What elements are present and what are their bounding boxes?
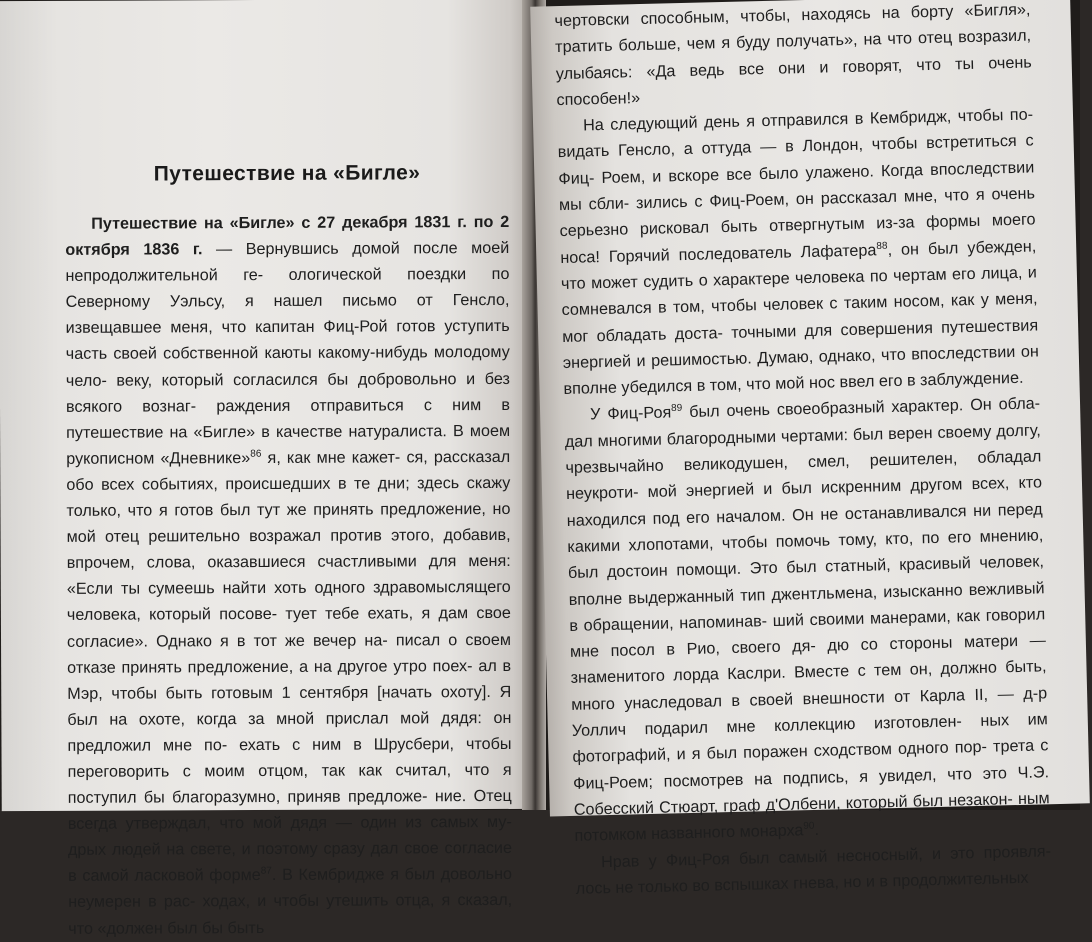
- paragraph: [564, 391, 1051, 850]
- footnote-ref: 86: [250, 448, 262, 460]
- text-line: «Да ведь все они и говорят, что ты очень способен!»: [556, 53, 1032, 109]
- text-line: Думаю, однако, что впоследствии он вполне убедился в том, что: [563, 342, 1039, 399]
- text-line: скажу только, что я готов был тут же принять предложение, но: [66, 473, 511, 520]
- text-line: писал о своем отказе принять предложение, а на другое утро поех-: [67, 630, 512, 677]
- lead-heading: Путешествие на «Бигле» с 27 декабря 1831 г. по 2 октября 1836 г.: [65, 212, 510, 259]
- text-line: Нрав у Фиц-Роя был самый несносный, и это проявля-: [600, 841, 1052, 871]
- text-line: от Карла II, — д-р Уоллич подарил мне коллекцию изготовлен-: [571, 684, 1048, 740]
- text-line: ласковой форме: [134, 866, 261, 885]
- text-line: раждения отправиться с ним в путешествие на «Бигле» в качестве: [66, 395, 511, 442]
- text-line: дрых людей на свете, и поэтому сразу дал свое согласие в самой: [67, 839, 512, 886]
- text-line: ние. Отец всегда утверждал, что мой дядя — один из самых му-: [67, 786, 512, 834]
- text-line: ологической поездки по Северному Уэльсу, я нашел письмо от: [65, 265, 510, 312]
- text-line: , он был убежден, что может судить: [560, 237, 1037, 294]
- footnote-ref: 88: [876, 240, 888, 252]
- text-line: ходах, и чтобы утешить отца, я сказал, что «должен был бы быть: [68, 891, 513, 938]
- text-line: ехать с ним в Шрусбери, чтобы переговорить с моим отцом, так: [67, 734, 512, 781]
- right-page: [530, 0, 1090, 898]
- text-line: тует тебе ехать, я дам свое согласие». Однако я в тот же вечер на-: [66, 604, 511, 651]
- paragraph: [554, 0, 1032, 113]
- text-line: зились с Фиц-Роем, он рассказал мне, что я очень серьезно: [559, 184, 1036, 241]
- text-line: мой нос ввел его в заблуждение.: [775, 368, 1024, 393]
- chapter-title: Путешествие на «Бигле»: [153, 161, 421, 186]
- text-line: больше, чем я буду получать», на что отец возразил, улыбаясь:: [555, 26, 1032, 83]
- text-line: трета с Фиц-Роем; посмотрев на подпись, я увидел, что это: [572, 736, 1049, 793]
- text-line: рисковал быть отвергнутым из-за формы моего носа! Горячий: [560, 210, 1036, 267]
- text-line: мой энергией и был искренним другом всех, кто находился под: [566, 473, 1043, 530]
- paragraph: [557, 102, 1040, 403]
- text-line: На следующий день я отправился в Кембридж, чтобы по-: [582, 105, 1034, 135]
- page-shadow: [0, 1, 62, 811]
- text-line: как считал, что я поступил бы благоразумно, приняв предложе-: [67, 760, 512, 807]
- text-line: чрезвычайно великодушен, смел, решителен, обладал неукроти-: [565, 447, 1042, 504]
- text-line: чтобы помочь тому, кто, по его мнению, был достоин помощи.: [567, 526, 1044, 583]
- text-line: его началом. Он не останавливался ни перед какими хлопотами,: [567, 499, 1043, 556]
- text-line: Это был статный, красивый человек, вполне выдержанный тип: [568, 552, 1045, 609]
- text-line: ся, рассказал обо всех событиях, происшедших в те дни; здесь: [66, 447, 511, 494]
- text-line: дю со стороны матери — знаменитого лорда Каслри. Вместе: [570, 631, 1047, 688]
- text-line: был очень своеобразный характер. Он обла-: [682, 394, 1041, 422]
- text-line: последователь Лафатера: [678, 241, 877, 264]
- text-line: дал многими благородными чертами: был верен своему долгу,: [564, 421, 1041, 451]
- text-line: ший своими манерами, как говорил мне посол в Рио, своего дя-: [569, 605, 1046, 662]
- text-line: чтобы человек с таким носом, как у меня, мог обладать доста-: [562, 289, 1038, 346]
- text-line: на охоте, когда за мной прислал мой дядя: он предложил мне по-: [67, 708, 512, 755]
- text-line: точными для совершения путешествия энергией и решимостью.: [562, 315, 1039, 372]
- text-line: натуралиста. В моем рукописном «Дневнике»: [66, 421, 511, 468]
- left-page-text: [65, 209, 512, 942]
- text-line: о характере человека по чертам его лица, и сомневался в том,: [561, 263, 1038, 320]
- footnote-ref: 87: [260, 865, 272, 877]
- text-line: чертовски способным, чтобы, находясь на борту «Бигля», тратить: [554, 0, 1031, 57]
- text-line: . В Кембридже я был довольно неумерен в рас-: [68, 865, 513, 912]
- text-line: найти хоть одного здравомыслящего человека, который посове-: [66, 578, 511, 625]
- text-line: часть своей собственной каюты какому-нибудь молодому чело-: [65, 343, 510, 390]
- text-line: с тем он, должно быть, много унаследовал в своей внешности: [571, 657, 1047, 714]
- text-line: лось не только во вспышках гнева, но и в продолжительных: [575, 868, 1029, 898]
- text-line: Ч.Э. Собесский Стюарт, граф д'Олбени, который был незакон-: [573, 762, 1050, 819]
- text-line: я, как мне кажет-: [261, 448, 401, 467]
- text-line: мой отец решительно возражал против этого, добавив, впрочем,: [66, 526, 511, 573]
- text-line: .: [814, 821, 820, 840]
- right-page-text: [554, 0, 1052, 902]
- text-line: Генсло, извещавшее меня, что капитан Фиц-Рой готов уступить: [65, 291, 510, 338]
- text-line: Роем, и вскоре все было улажено. Когда впоследствии мы сбли-: [558, 158, 1035, 215]
- text-line: — Вернувшись домой после моей непродолжительной ге-: [65, 239, 510, 286]
- text-line: ных им фотографий, и я был поражен сходством одного пор-: [572, 710, 1048, 767]
- text-line: веку, который согласился бы добровольно и без всякого вознаг-: [65, 369, 510, 416]
- text-line: ным потомком названного монарха: [574, 789, 1050, 846]
- text-line: У Фиц-Роя: [589, 403, 672, 424]
- paragraph: [65, 209, 512, 942]
- text-line: видать Генсло, а оттуда — в Лондон, чтобы встретиться с Фиц-: [557, 131, 1034, 188]
- text-line: слова, оказавшиеся счастливыми для меня: «Если ты сумеешь: [66, 552, 511, 599]
- paragraph: [575, 838, 1052, 902]
- footnote-ref: 89: [670, 403, 683, 415]
- text-line: ал в Мэр, чтобы быть готовым 1 сентября [начать охоту]. Я был: [67, 656, 512, 729]
- text-line: джентльмена, изысканно вежливый в обращении, напоминав-: [569, 578, 1045, 635]
- footnote-ref: 90: [803, 820, 815, 833]
- left-page: [0, 0, 530, 938]
